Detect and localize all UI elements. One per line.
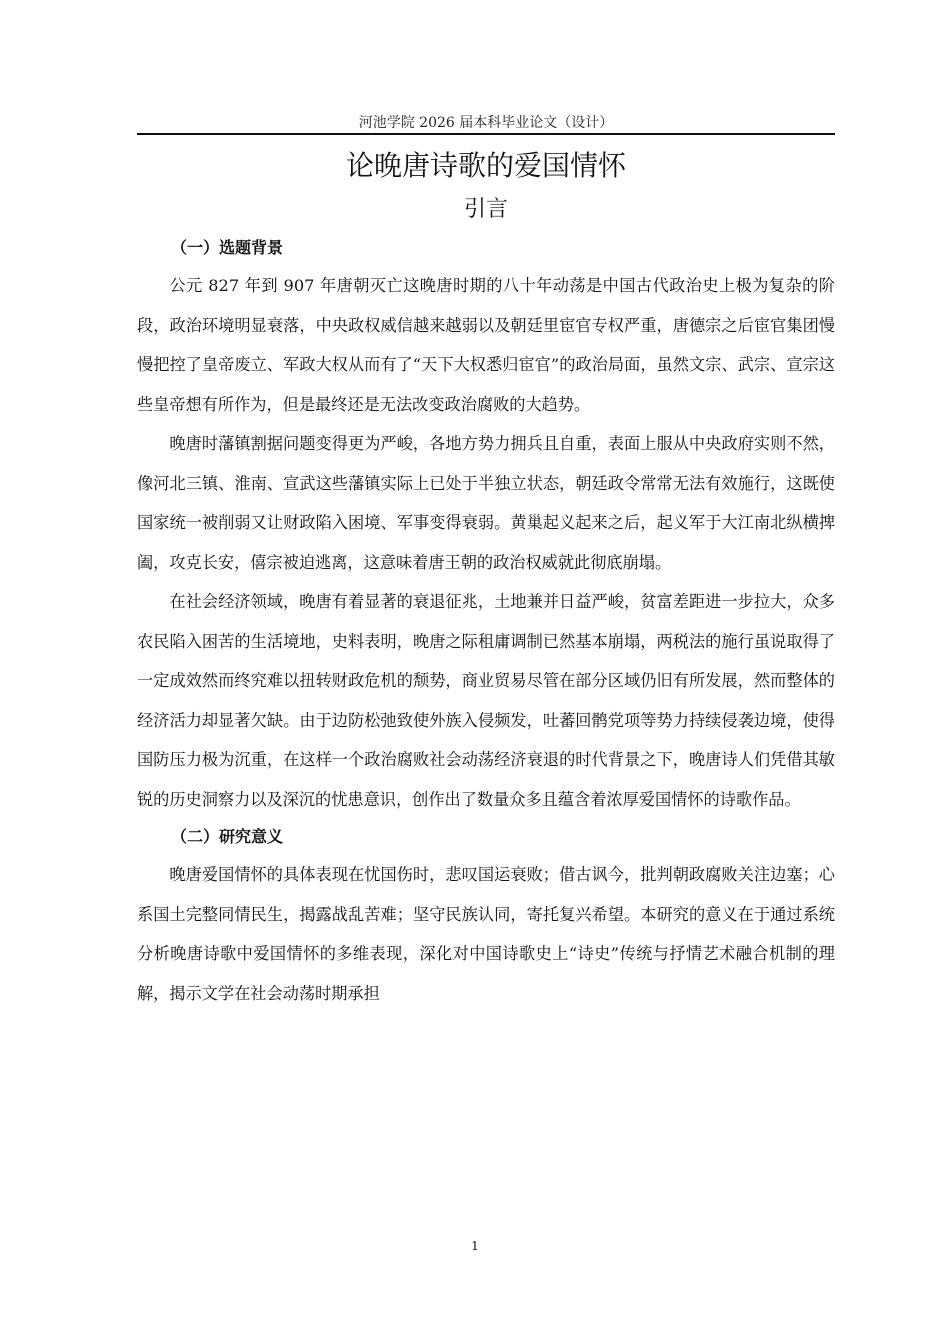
subheading-significance: （二）研究意义 [171,827,284,846]
paper-title: 论晚唐诗歌的爱国情怀 [345,149,626,182]
paragraph: 公元 827 年到 907 年唐朝灭亡这晚唐时期的八十年动荡是中国古代政治史上极为复杂的阶段，政治环境明显衰落，中央政权威信越来越弱以及朝廷里宦官专权严重，唐德宗之后宦官集团慢慢把控了皇帝废立、军政大权从而有了“天下大权悉归宦官”的政治局面，虽然文宗、武宗、宣宗这些皇帝想有所作为，但是最终还是无法改变政治腐败的大趋势。 [137,276,835,414]
paragraph: 在社会经济领域，晚唐有着显著的衰退征兆，土地兼并日益严峻，贫富差距进一步拉大，众多农民陷入困苦的生活境地，史料表明，晚唐之际租庸调制已然基本崩塌，两税法的施行虽说取得了一定成效然而终究难以扭转财政危机的颓势，商业贸易尽管在部分区域仍旧有所发展，然而整体的经济活力却显著欠缺。由于边防松弛致使外族入侵频发，吐蕃回鹘党项等势力持续侵袭边境，使得国防压力极为沉重，在这样一个政治腐败社会动荡经济衰退的时代背景之下，晚唐诗人们凭借其敏锐的历史洞察力以及深沉的忧患意识，创作出了数量众多且蕴含着浓厚爱国情怀的诗歌作品。 [137,592,835,809]
paragraph: 晚唐时藩镇割据问题变得更为严峻，各地方势力拥兵且自重，表面上服从中央政府实则不然，像河北三镇、淮南、宣武这些藩镇实际上已处于半独立状态，朝廷政令常常无法有效施行，这既使国家统一被削弱又让财政陷入困境、军事变得衰弱。黄巢起义起来之后，起义军于大江南北纵横捭阖，攻克长安，僖宗被迫逃离，这意味着唐王朝的政治权威就此彻底崩塌。 [137,434,835,572]
section-title: 引言 [463,197,508,222]
body-content [137,230,835,1013]
paragraph: 晚唐爱国情怀的具体表现在忧国伤时，悲叹国运衰败；借古讽今，批判朝政腐败关注边塞；心系国土完整同情民生，揭露战乱苦难；坚守民族认同，寄托复兴希望。本研究的意义在于通过系统分析晚唐诗歌中爱国情怀的多维表现，深化对中国诗歌史上“诗史”传统与抒情艺术融合机制的理解，揭示文学在社会动荡时期承担 [137,865,835,1003]
page-header: 河池学院 2026 届本科毕业论文（设计） [137,113,835,135]
page-number: 1 [471,1239,479,1253]
subheading-background: （一）选题背景 [171,238,284,257]
